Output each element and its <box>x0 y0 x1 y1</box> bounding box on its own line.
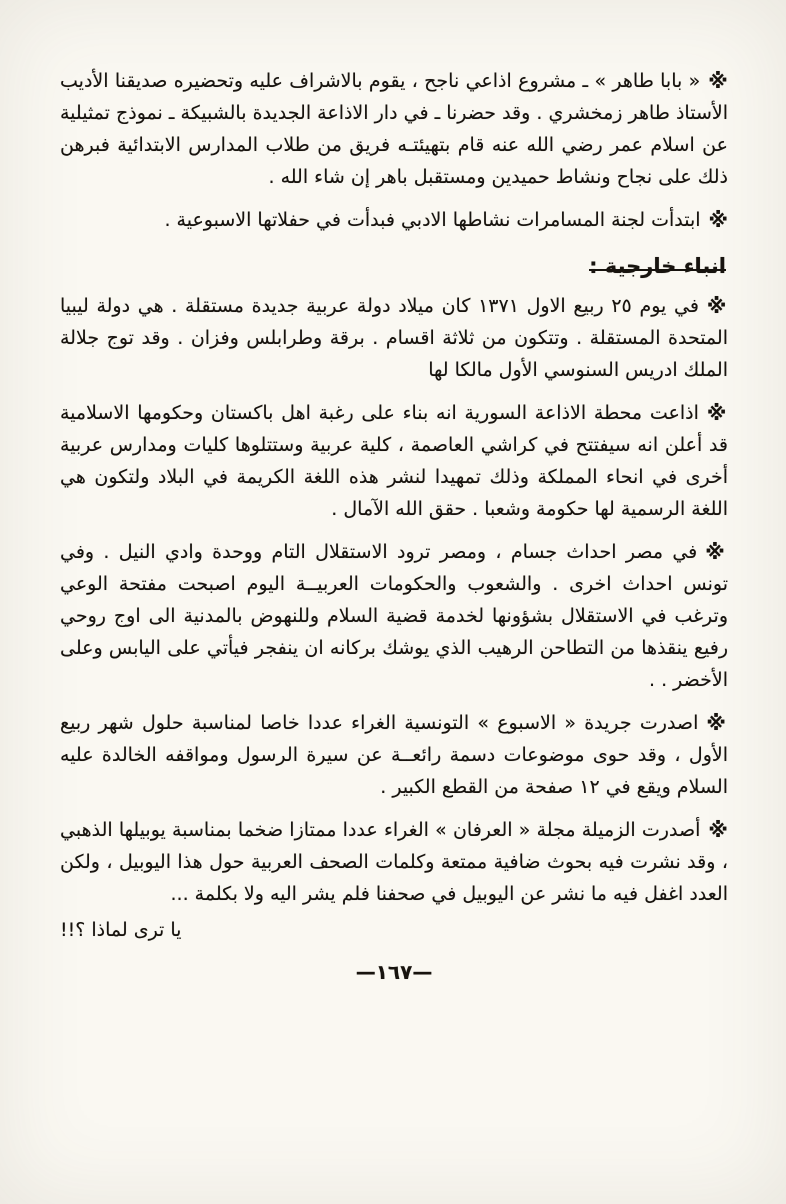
paragraph-text: في يوم ٢٥ ربيع الاول ١٣٧١ كان ميلاد دولة عربية جديدة مستقلة . هي دولة ليبيا المتحدة المستقلة . وتتكون من ثلاثة اقسام . برقة وطرابلس وفزان . وقد توج جلالة الملك ادريس السنوسي الأول مالكا لها <box>60 295 728 381</box>
page-number: —١٦٧— <box>355 960 433 984</box>
paragraph-text: أصدرت الزميلة مجلة « العرفان » الغراء عددا ممتازا ضخما بمناسبة يوبيلها الذهبي ، وقد نشرت فيه بحوث ضافية ممتعة وكلمات الصحف العربية حول هذا اليوبيل ، ولكن العدد اغفل فيه ما نشر عن اليوبيل في صحفنا فلم يشر اليه ولا بكلمة ... <box>60 819 728 905</box>
asterism-icon: ※ <box>705 540 728 564</box>
paragraph-text: اذاعت محطة الاذاعة السورية انه بناء على رغبة اهل باكستان وحكومها الاسلامية قد أعلن انه سيفتتح في كراشي العاصمة ، كلية عربية وستتلوها كليات ومدارس عربية أخرى في انحاء المملكة وذلك تمهيدا لنشر هذه اللغة الكريمة في البلاد ولتكون هي اللغة الرسمية لها حكومة وشعبا . حقق الله الآمال . <box>60 402 728 520</box>
paragraph-text: ابتدأت لجنة المسامرات نشاطها الادبي فبدأت في حفلاتها الاسبوعية . <box>164 209 701 231</box>
paragraph <box>60 535 728 696</box>
paragraph <box>60 203 728 236</box>
paragraph <box>60 64 728 193</box>
paragraph <box>60 289 728 386</box>
asterism-icon: ※ <box>706 294 728 318</box>
paragraph <box>60 396 728 525</box>
asterism-icon: ※ <box>708 818 728 842</box>
paragraph <box>60 706 728 803</box>
paragraph-tail: يا ترى لماذا ؟!! <box>60 919 182 941</box>
section-heading: انباء خارجية : <box>589 254 726 278</box>
paragraph <box>60 813 728 910</box>
asterism-icon: ※ <box>708 69 728 93</box>
paragraph-text: اصدرت جريدة « الاسبوع » التونسية الغراء عددا خاصا لمناسبة حلول شهر ربيع الأول ، وقد حوى موضوعات دسمة رائعــة عن سيرة الرسول ومواقفه الخالدة عليه السلام ويقع في ١٢ صفحة من القطع الكبير . <box>60 712 728 798</box>
asterism-icon: ※ <box>708 208 728 232</box>
paragraph-text: في مصر احداث جسام ، ومصر ترود الاستقلال التام ووحدة وادي النيل . وفي تونس احداث اخرى . والشعوب والحكومات العربيــة اليوم اصبحت مفتحة الوعي وترغب في الاستقلال بشؤونها لخدمة قضية السلام وللنهوض بالمدنية الى اوج روحي رفيع ينقذها من التطاحن الرهيب الذي يوشك بركانه ان ينفجر فيأتي على اليابس وعلى الأخضر . . <box>60 541 728 691</box>
section-heading-row <box>60 246 728 289</box>
asterism-icon: ※ <box>706 401 729 425</box>
paragraph-text: « بابا طاهر » ـ مشروع اذاعي ناجح ، يقوم بالاشراف عليه وتحضيره صديقنا الأديب الأستاذ طاهر زمخشري . وقد حضرنا ـ في دار الاذاعة الجديدة بالشبيكة ـ نموذج تمثيلية عن اسلام عمر رضي الله عنه قام بتهيئتـه فريق من طلاب المدارس الابتدائية فبرهن ذلك على نجاح ونشاط حميدين ومستقبل باهر إن شاء الله . <box>60 70 728 188</box>
asterism-icon: ※ <box>706 711 728 735</box>
